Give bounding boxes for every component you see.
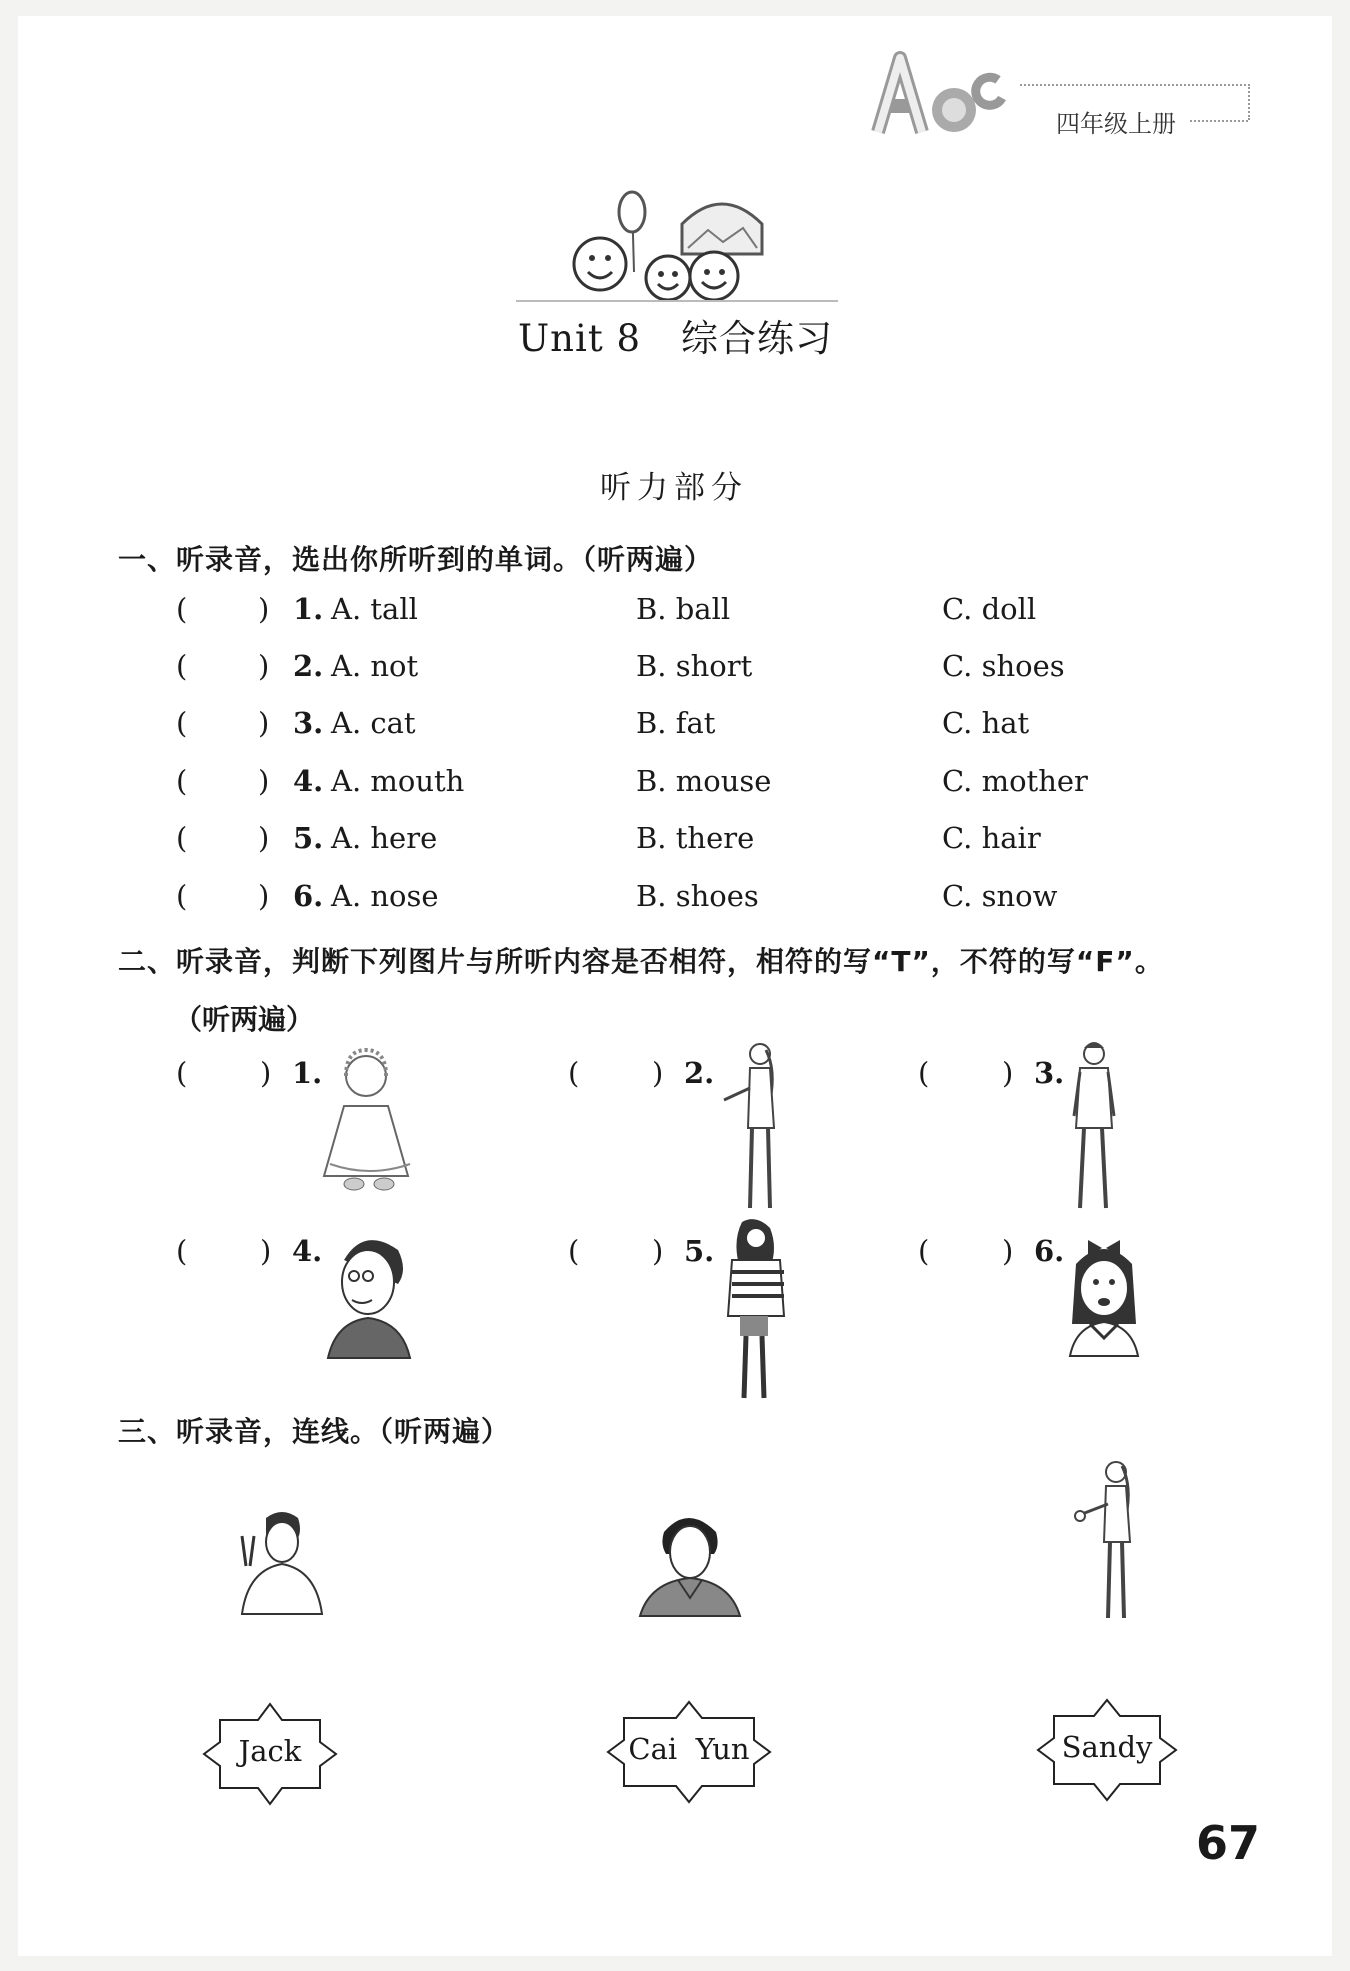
item-number: 1.	[292, 1056, 323, 1090]
item-number: 5.	[684, 1234, 715, 1268]
answer-paren-open[interactable]: (	[176, 592, 188, 626]
answer-paren-close: )	[258, 592, 270, 626]
option-a: A. not	[331, 649, 419, 683]
item-number: 3.	[1034, 1056, 1065, 1090]
q1-row	[18, 649, 1318, 693]
q1-row	[18, 706, 1318, 750]
q1-heading: 一、听录音，选出你所听到的单词。（听两遍）	[118, 543, 714, 576]
option-c: C. snow	[942, 879, 1058, 913]
answer-paren-open[interactable]: (	[918, 1056, 930, 1090]
answer-paren-close: )	[260, 1234, 272, 1268]
page-title	[518, 308, 873, 362]
doll-picture	[314, 1046, 424, 1196]
option-a: A. here	[331, 821, 438, 855]
item-number: 2.	[293, 649, 324, 683]
item-number: 1.	[293, 592, 324, 626]
jack-picture	[228, 1506, 328, 1616]
sandy-picture	[1068, 1456, 1148, 1626]
q3-heading: 三、听录音，连线。（听两遍）	[118, 1415, 511, 1448]
option-a: A. tall	[331, 592, 418, 626]
item-number: 6.	[293, 879, 324, 913]
answer-paren-open[interactable]: (	[918, 1234, 930, 1268]
answer-paren-open[interactable]: (	[176, 1234, 188, 1268]
answer-paren-open[interactable]: (	[176, 706, 188, 740]
q1-row	[18, 764, 1318, 808]
answer-paren-open[interactable]: (	[176, 821, 188, 855]
unit-name: 综合练习	[681, 317, 834, 360]
grade-label: 四年级上册	[1056, 110, 1176, 138]
tall-man-picture	[1058, 1038, 1128, 1218]
item-number: 4.	[293, 764, 324, 798]
answer-paren-close: )	[652, 1234, 664, 1268]
item-number: 6.	[1034, 1234, 1065, 1268]
q1-row	[18, 879, 1318, 923]
unit-number: Unit 8	[518, 317, 642, 360]
name-cai-yun: Cai Yun	[628, 1732, 750, 1766]
item-number: 5.	[293, 821, 324, 855]
answer-paren-close: )	[258, 706, 270, 740]
option-c: C. shoes	[942, 649, 1065, 683]
option-c: C. mother	[942, 764, 1088, 798]
option-b: B. short	[636, 649, 753, 683]
item-number: 2.	[684, 1056, 715, 1090]
name-tag-sandy[interactable]	[1034, 1698, 1180, 1802]
name-tag-jack[interactable]	[200, 1702, 340, 1806]
item-number: 4.	[292, 1234, 323, 1268]
option-b: B. mouse	[636, 764, 772, 798]
name-tag-cai-yun[interactable]	[604, 1700, 774, 1804]
title-underline	[516, 300, 838, 302]
answer-paren-open[interactable]: (	[568, 1234, 580, 1268]
section-title: 听力部分	[600, 470, 748, 506]
q2-subheading: （听两遍）	[174, 1003, 315, 1036]
answer-paren-close: )	[1002, 1234, 1014, 1268]
answer-paren-close: )	[258, 649, 270, 683]
option-c: C. hair	[942, 821, 1041, 855]
answer-paren-close: )	[1002, 1056, 1014, 1090]
answer-paren-open[interactable]: (	[176, 1056, 188, 1090]
answer-paren-close: )	[258, 764, 270, 798]
option-c: C. hat	[942, 706, 1030, 740]
answer-paren-close: )	[258, 821, 270, 855]
option-a: A. mouth	[331, 764, 465, 798]
q1-row	[18, 592, 1318, 636]
abc-logo	[870, 50, 1020, 140]
answer-paren-open[interactable]: (	[176, 879, 188, 913]
cai-yun-picture	[634, 1508, 744, 1618]
option-c: C. doll	[942, 592, 1037, 626]
header-dotted-line	[1190, 120, 1248, 122]
item-number: 3.	[293, 706, 324, 740]
option-b: B. fat	[636, 706, 716, 740]
answer-paren-open[interactable]: (	[568, 1056, 580, 1090]
option-a: A. cat	[331, 706, 416, 740]
tall-girl-picture	[718, 1038, 788, 1218]
option-b: B. shoes	[636, 879, 759, 913]
answer-paren-open[interactable]: (	[176, 649, 188, 683]
answer-paren-close: )	[258, 879, 270, 913]
q2-heading: 二、听录音，判断下列图片与所听内容是否相符，相符的写“T”，不符的写“F”。	[118, 945, 1164, 978]
boy-face-picture	[324, 1230, 414, 1360]
option-b: B. ball	[636, 592, 731, 626]
option-b: B. there	[636, 821, 755, 855]
girl-bow-picture	[1064, 1228, 1144, 1358]
answer-paren-open[interactable]: (	[176, 764, 188, 798]
name-sandy: Sandy	[1061, 1730, 1153, 1764]
answer-paren-close: )	[652, 1056, 664, 1090]
girl-sweater-picture	[718, 1216, 788, 1406]
page-number: 67	[1196, 1816, 1261, 1870]
answer-paren-close: )	[260, 1056, 272, 1090]
kids-illustration	[562, 186, 772, 306]
q1-row	[18, 821, 1318, 865]
worksheet-page	[18, 16, 1332, 1956]
name-jack: Jack	[238, 1734, 302, 1768]
option-a: A. nose	[331, 879, 439, 913]
